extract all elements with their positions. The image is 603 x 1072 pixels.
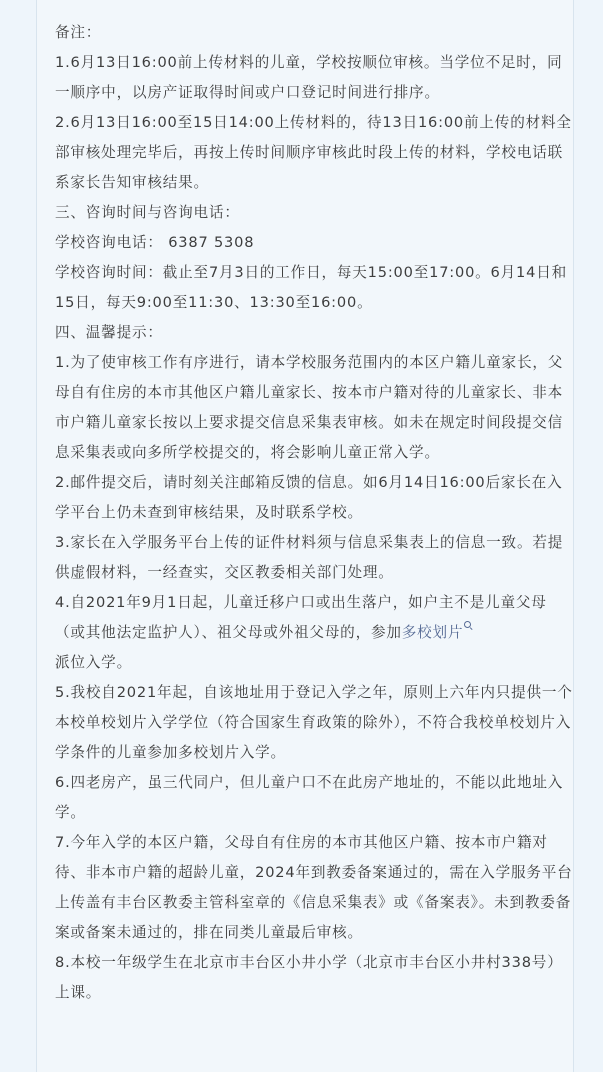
tip-4 [55,588,577,678]
tip-7: 7.今年入学的本区户籍，父母自有住房的本市其他区户籍、按本市户籍对待、非本市户籍的超龄儿童，2024年到教委备案通过的，需在入学服务平台上传盖有丰台区教委主管科室章的《信息采集表》或《备案表》。未到教委备案或备案未通过的，排在同类儿童最后审核。 [55,834,573,941]
tip-4-before: 4.自2021年9月1日起，儿童迁移户口或出生落户，如户主不是儿童父母（或其他法定监护人）、祖父母或外祖父母的，参加 [55,594,547,641]
consult-time: 学校咨询时间：截止至7月3日的工作日，每天15:00至17:00。6月14日和15日，每天9:00至11:30、13:30至16:00。 [55,264,567,311]
tip-1: 1.为了使审核工作有序进行，请本学校服务范围内的本区户籍儿童家长，父母自有住房的本市其他区户籍儿童家长、按本市户籍对待的儿童家长、非本市户籍儿童家长按以上要求提交信息采集表审核。如未在规定时间段提交信息采集表或向多所学校提交的，将会影响儿童正常入学。 [55,354,564,461]
multi-school-zoning-link[interactable]: 多校划片 [401,624,464,641]
tip-4-after: 派位入学。 [55,654,132,671]
article-content [55,18,577,1008]
search-icon[interactable] [464,621,472,631]
tips-heading: 四、温馨提示： [55,324,163,341]
tip-6: 6.四老房产，虽三代同户，但儿童户口不在此房产地址的，不能以此地址入学。 [55,774,564,821]
note-1: 1.6月13日16:00前上传材料的儿童，学校按顺位审核。当学位不足时，同一顺序中，以房产证取得时间或户口登记时间进行排序。 [55,54,563,101]
tip-5: 5.我校自2021年起，自该地址用于登记入学之年，原则上六年内只提供一个本校单校划片入学学位（符合国家生育政策的除外），不符合我校单校划片入学条件的儿童参加多校划片入学。 [55,684,573,761]
consult-heading: 三、咨询时间与咨询电话： [55,204,240,221]
notes-heading: 备注： [55,24,102,41]
tip-3: 3.家长在入学服务平台上传的证件材料须与信息采集表上的信息一致。若提供虚假材料，一经查实，交区教委相关部门处理。 [55,534,564,581]
tip-8: 8.本校一年级学生在北京市丰台区小井小学（北京市丰台区小井村338号）上课。 [55,954,563,1001]
tip-2: 2.邮件提交后，请时刻关注邮箱反馈的信息。如6月14日16:00后家长在入学平台上仍未查到审核结果，及时联系学校。 [55,474,563,521]
note-2: 2.6月13日16:00至15日14:00上传材料的，待13日16:00前上传的材料全部审核处理完毕后，再按上传时间顺序审核此时段上传的材料，学校电话联系家长告知审核结果。 [55,114,572,191]
consult-phone: 学校咨询电话： 6387 5308 [55,234,255,251]
